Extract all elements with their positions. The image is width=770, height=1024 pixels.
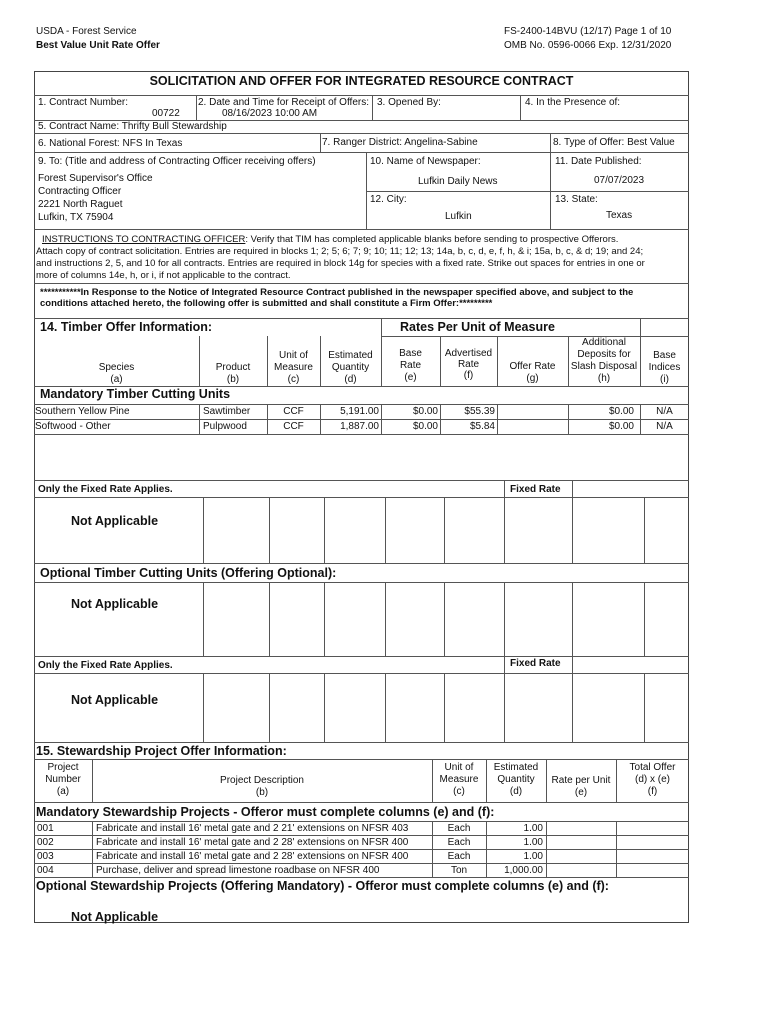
col-header-line: Additional	[582, 337, 626, 348]
date-time-value[interactable]: 08/16/2023 10:00 AM	[222, 108, 318, 119]
project-description-cell: Fabricate and install 16' metal gate and 2 28' extensions on NFSR 400	[96, 837, 409, 848]
mandatory-stewardship-label: Mandatory Stewardship Projects - Offeror must complete columns (e) and (f):	[36, 805, 495, 819]
base-rate-cell: $0.00	[412, 421, 438, 432]
instructions-line-2: Attach copy of contract solicitation. Entries are required in blocks 1; 2; 5; 6; 7; 9; 10; 11; 12; 13; 14a, b, c, d, e, f, h, & i; 15a, b, c, & d; 19; and 24;	[36, 246, 644, 257]
advertised-rate-cell: $5.84	[469, 421, 495, 432]
col-header-line: (e)	[404, 372, 417, 383]
col-header-line: Measure	[274, 362, 313, 373]
instructions-text-1: : Verify that TIM has completed applicable blanks before sending to prospective Offerors.	[245, 234, 619, 245]
uom-cell: CCF	[283, 406, 304, 417]
col-header-line: Estimated	[328, 350, 373, 361]
col-header-line: Indices	[648, 362, 681, 373]
quantity-cell: 5,191.00	[340, 406, 379, 417]
indices-cell: N/A	[656, 421, 673, 432]
fixed-rate-applies-label: Only the Fixed Rate Applies.	[38, 660, 173, 671]
quantity-cell: 1,887.00	[340, 421, 379, 432]
not-applicable-text: Not Applicable	[71, 514, 159, 528]
presence-label: 4. In the Presence of:	[525, 97, 621, 108]
deposit-cell: $0.00	[608, 421, 634, 432]
col-header-line: Base	[399, 348, 422, 359]
base-rate-cell: $0.00	[412, 406, 438, 417]
col-header-line: Project	[47, 762, 79, 773]
col-header-line: Measure	[439, 774, 479, 785]
address-line-1[interactable]: Forest Supervisor's Office	[38, 173, 153, 184]
project-number-cell: 004	[37, 865, 54, 876]
city-value[interactable]: Lufkin	[445, 211, 472, 222]
fixed-rate-label: Fixed Rate	[510, 484, 561, 495]
species-cell: Southern Yellow Pine	[35, 406, 130, 417]
advertised-rate-cell: $55.39	[464, 406, 495, 417]
not-applicable-text: Not Applicable	[71, 693, 159, 707]
instructions-line-4: more of columns 14e, h, or i, if not applicable to the contract.	[36, 270, 291, 281]
fixed-rate-label: Fixed Rate	[510, 658, 561, 669]
col-header-line: (d)	[509, 786, 523, 797]
col-header-line: Slash Disposal	[570, 361, 638, 372]
offer-type[interactable]: 8. Type of Offer: Best Value	[553, 137, 675, 148]
uom-cell: Each	[447, 837, 471, 848]
address-line-2[interactable]: Contracting Officer	[38, 186, 122, 197]
state-label: 13. State:	[555, 194, 598, 205]
indices-cell: N/A	[656, 406, 673, 417]
stewardship-section-label: 15. Stewardship Project Offer Information:	[36, 744, 287, 758]
timber-section-label: 14. Timber Offer Information:	[40, 320, 213, 334]
col-header-line: (e)	[574, 787, 588, 798]
instructions-line-3: and instructions 2, 5, and 10 for all contracts. Entries are required in block 14g for species with a fixed rate. Strike out spaces for entries in one or	[36, 258, 645, 269]
instructions-line-1	[42, 235, 618, 245]
contract-number-label: 1. Contract Number:	[38, 97, 129, 108]
contract-number-value[interactable]: 00722	[152, 108, 180, 119]
col-header-line: Rate	[457, 359, 480, 370]
city-label: 12. City:	[370, 194, 407, 205]
project-description-cell: Fabricate and install 16' metal gate and 2 21' extensions on NFSR 403	[96, 823, 409, 834]
col-header-line: Rate	[399, 360, 422, 371]
col-header-line: Unit of	[444, 762, 474, 773]
col-header-line: (f)	[463, 370, 474, 381]
uom-cell: CCF	[283, 421, 304, 432]
product-cell: Pulpwood	[203, 421, 247, 432]
project-number-cell: 002	[37, 837, 54, 848]
quantity-cell: 1.00	[523, 837, 543, 848]
form-heading: SOLICITATION AND OFFER FOR INTEGRATED RESOURCE CONTRACT	[149, 74, 574, 88]
uom-cell: Ton	[450, 865, 468, 876]
col-header-line: Offer Rate	[509, 361, 556, 372]
col-header-line: Product	[215, 362, 251, 373]
agency-name: USDA - Forest Service	[36, 26, 137, 37]
col-header-line: (i)	[660, 374, 669, 385]
firm-offer-line-2: conditions attached hereto, the following offer is submitted and shall constitute a Firm Offer:*********	[40, 298, 493, 309]
col-header-line: (d) x (e)	[635, 774, 670, 785]
col-header-line: (b)	[255, 787, 269, 798]
col-header-line: Total Offer	[629, 762, 676, 773]
date-published-label: 11. Date Published:	[555, 156, 642, 167]
col-header-line: Deposits for	[577, 349, 631, 360]
state-value[interactable]: Texas	[606, 210, 633, 221]
col-header-line: (g)	[526, 373, 539, 384]
col-header-line: Quantity	[497, 774, 535, 785]
omb-number: OMB No. 0596-0066 Exp. 12/31/2020	[504, 40, 672, 51]
project-description-cell: Fabricate and install 16' metal gate and 2 28' extensions on NFSR 400	[96, 851, 409, 862]
col-header-line: (h)	[597, 373, 611, 384]
not-applicable-text: Not Applicable	[71, 910, 159, 924]
uom-cell: Each	[447, 851, 471, 862]
not-applicable-text: Not Applicable	[71, 597, 159, 611]
col-header-line: (f)	[647, 786, 658, 797]
project-description-cell: Purchase, deliver and spread limestone roadbase on NFSR 400	[96, 865, 380, 876]
project-number-cell: 001	[37, 823, 54, 834]
newspaper-value[interactable]: Lufkin Daily News	[418, 176, 498, 187]
instructions-lead: INSTRUCTIONS TO CONTRACTING OFFICER	[42, 234, 246, 245]
optional-timber-label: Optional Timber Cutting Units (Offering Optional):	[40, 566, 337, 580]
ranger-district[interactable]: 7. Ranger District: Angelina-Sabine	[322, 137, 478, 148]
newspaper-label: 10. Name of Newspaper:	[370, 156, 481, 167]
col-header-line: Estimated	[493, 762, 539, 773]
rates-label: Rates Per Unit of Measure	[400, 320, 555, 334]
col-header-line: (a)	[56, 786, 70, 797]
col-header-line: Base	[653, 350, 676, 361]
uom-cell: Each	[447, 823, 471, 834]
product-cell: Sawtimber	[203, 406, 251, 417]
col-header-line: Species	[98, 362, 135, 373]
fixed-rate-applies-label: Only the Fixed Rate Applies.	[38, 484, 173, 495]
col-header-line: (b)	[226, 374, 240, 385]
col-header-line: Rate per Unit	[551, 775, 611, 786]
national-forest[interactable]: 6. National Forest: NFS In Texas	[38, 138, 183, 149]
col-header-line: (c)	[453, 786, 465, 797]
mandatory-timber-label: Mandatory Timber Cutting Units	[40, 387, 231, 401]
species-cell: Softwood - Other	[35, 421, 111, 432]
date-time-label: 2. Date and Time for Receipt of Offers:	[198, 97, 370, 108]
opened-by-label: 3. Opened By:	[377, 97, 441, 108]
col-header-line: Advertised	[444, 348, 493, 359]
col-header-line: Project Description	[220, 775, 304, 786]
col-header-line: (d)	[344, 374, 357, 385]
col-header-line: Quantity	[331, 362, 370, 373]
firm-offer-line-1: ***********In Response to the Notice of Integrated Resource Contract published in the newspaper specified above, and subject to the	[40, 287, 634, 298]
address-line-3[interactable]: 2221 North Raguet	[38, 199, 123, 210]
optional-stewardship-label: Optional Stewardship Projects (Offering Mandatory) - Offeror must complete columns (e) and (f):	[36, 879, 609, 893]
contract-name[interactable]: 5. Contract Name: Thrifty Bull Stewardship	[38, 121, 227, 132]
quantity-cell: 1.00	[523, 851, 543, 862]
col-header-line: Unit of	[279, 350, 308, 361]
to-label: 9. To: (Title and address of Contracting Officer receiving offers)	[38, 156, 316, 167]
form-number: FS-2400-14BVU (12/17) Page 1 of 10	[504, 26, 672, 37]
col-header-line: (a)	[110, 374, 123, 385]
col-header-line: Number	[45, 774, 81, 785]
col-header-line: (c)	[287, 374, 300, 385]
deposit-cell: $0.00	[608, 406, 634, 417]
date-published-value[interactable]: 07/07/2023	[594, 175, 645, 186]
address-line-4[interactable]: Lufkin, TX 75904	[38, 212, 114, 223]
quantity-cell: 1.00	[523, 823, 543, 834]
quantity-cell: 1,000.00	[504, 865, 543, 876]
project-number-cell: 003	[37, 851, 54, 862]
form-title: Best Value Unit Rate Offer	[36, 40, 160, 51]
